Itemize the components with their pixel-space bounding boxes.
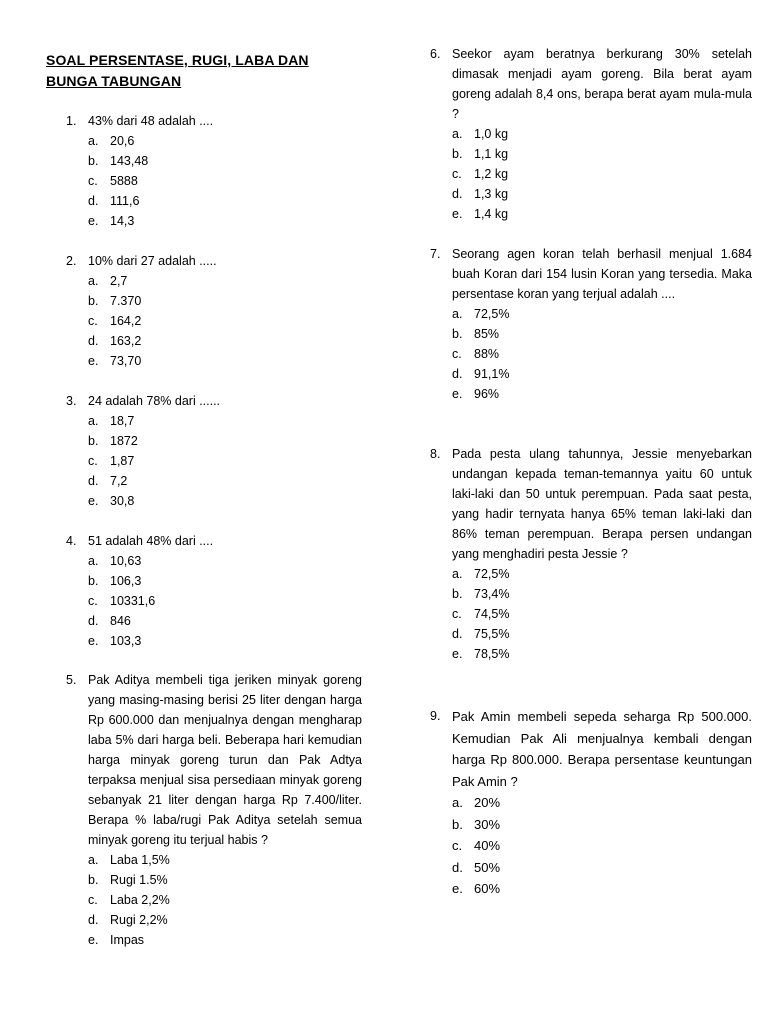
question-number: 5. [66, 673, 77, 687]
option-e: e. 30,8 [88, 494, 135, 508]
question-2 [66, 251, 356, 371]
question-7 [430, 244, 752, 404]
option-c: c. 10331,6 [88, 594, 156, 608]
option-a: a. 10,63 [88, 554, 142, 568]
question-number: 1. [66, 114, 77, 128]
question-text: Pada pesta ulang tahunnya, Jessie menyebarkan undangan kepada teman-temannya yaitu 60 untuk laki-laki dan 50 untuk perempuan. Pada saat pesta, yang hadir ternyata hanya 65% teman laki-laki dan 86% teman perempuan. Berapa persen undangan yang menghadiri pesta Jessie ? [452, 447, 752, 561]
option-c: c. 1,2 kg [452, 167, 509, 181]
question-5 [66, 670, 362, 950]
option-d: d. 163,2 [88, 334, 142, 348]
question-3 [66, 391, 356, 511]
option-a: a. 72,5% [452, 307, 510, 321]
option-b: b. 73,4% [452, 587, 510, 601]
option-b: b. 7.370 [88, 294, 142, 308]
option-a: a. 18,7 [88, 414, 135, 428]
option-c: c. 40% [452, 838, 501, 853]
question-text: 51 adalah 48% dari .... [88, 534, 214, 548]
option-c: c. 164,2 [88, 314, 142, 328]
option-e: e. 78,5% [452, 647, 510, 661]
question-number: 3. [66, 394, 77, 408]
option-b: b. 143,48 [88, 154, 149, 168]
option-a: a. 20,6 [88, 134, 135, 148]
question-1 [66, 111, 356, 231]
question-number: 9. [430, 709, 441, 723]
option-b: b. 30% [452, 816, 501, 832]
option-c: c. 5888 [88, 174, 138, 188]
option-a: a. 20% [452, 795, 501, 810]
option-b: b. 106,3 [88, 574, 142, 588]
option-b: b. 1872 [88, 434, 138, 448]
option-b: b. 1,1 kg [452, 147, 509, 161]
option-d: d. 846 [88, 614, 131, 628]
question-text: 24 adalah 78% dari ...... [88, 394, 221, 408]
question-6 [430, 44, 752, 224]
question-text: Pak Aditya membeli tiga jeriken minyak goreng yang masing-masing berisi 25 liter dengan harga Rp 600.000 dan menjualnya dengan mengharap laba 5% dari harga beli. Beberapa hari kemudian harga minyak goreng turun dan Pak Adtya terpaksa menjual sisa persediaan minyak goreng sebanyak 21 liter dengan harga Rp 7.400/liter. Berapa % laba/rugi Pak Aditya setelah semua minyak goreng itu terjual habis ? [88, 673, 362, 847]
option-c: c. Laba 2,2% [88, 893, 170, 907]
option-e: e. 14,3 [88, 214, 135, 228]
option-a: a. 2,7 [88, 274, 128, 288]
option-d: d. 111,6 [88, 194, 140, 208]
option-c: c. 88% [452, 347, 500, 361]
question-number: 6. [430, 47, 441, 61]
question-8 [430, 444, 752, 664]
option-d: d. 50% [452, 859, 501, 875]
option-e: e. 60% [452, 881, 501, 896]
question-text: Seorang agen koran telah berhasil menjual 1.684 buah Koran dari 154 lusin Koran yang tersedia. Maka persentase koran yang terjual adalah .... [452, 247, 752, 301]
option-a: a. 1,0 kg [452, 127, 509, 141]
question-text: Pak Amin membeli sepeda seharga Rp 500.000. Kemudian Pak Ali menjualnya kembali dengan harga Rp 800.000. Berapa persentase keuntungan Pak Amin ? [452, 709, 752, 789]
option-a: a. 72,5% [452, 567, 510, 581]
option-e: e. 73,70 [88, 354, 142, 368]
question-number: 7. [430, 247, 441, 261]
option-a: a. Laba 1,5% [88, 853, 170, 867]
option-e: e. Impas [88, 933, 145, 947]
option-e: e. 96% [452, 387, 500, 401]
option-e: e. 103,3 [88, 634, 142, 648]
question-number: 2. [66, 254, 77, 268]
question-4 [66, 531, 356, 651]
option-d: d. Rugi 2,2% [88, 913, 168, 927]
question-text: Seekor ayam beratnya berkurang 30% setelah dimasak menjadi ayam goreng. Bila berat ayam goreng adalah 8,4 ons, berapa berat ayam mula-mula ? [452, 47, 752, 121]
option-c: c. 1,87 [88, 454, 135, 468]
option-d: d. 91,1% [452, 367, 510, 381]
worksheet-title: SOAL PERSENTASE, RUGI, LABA DAN BUNGA TABUNGAN [46, 52, 309, 89]
option-c: c. 74,5% [452, 607, 510, 621]
option-d: d. 1,3 kg [452, 187, 509, 201]
question-number: 4. [66, 534, 77, 548]
option-d: d. 7,2 [88, 474, 128, 488]
option-b: b. 85% [452, 327, 500, 341]
question-text: 10% dari 27 adalah ..... [88, 254, 217, 268]
option-d: d. 75,5% [452, 627, 510, 641]
question-number: 8. [430, 447, 441, 461]
question-text: 43% dari 48 adalah .... [88, 114, 214, 128]
question-9 [430, 706, 752, 900]
option-e: e. 1,4 kg [452, 207, 509, 221]
option-b: b. Rugi 1.5% [88, 873, 168, 887]
